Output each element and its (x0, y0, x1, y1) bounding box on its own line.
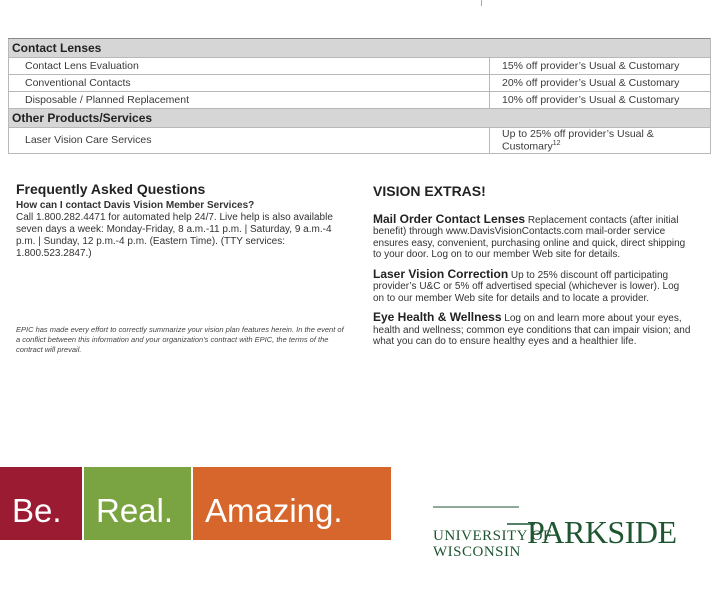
university-logo-panel (393, 467, 720, 560)
table-row (9, 75, 711, 92)
benefits-table (8, 38, 711, 154)
table-row (9, 92, 711, 109)
logo-parkside: PARKSIDE (527, 514, 677, 550)
benefit-label: Conventional Contacts (9, 75, 490, 92)
top-divider (10, 0, 710, 6)
section-title-other-products: Other Products/Services (9, 109, 711, 128)
university-logo (407, 474, 707, 560)
banner-amazing: Amazing. (193, 467, 391, 540)
footer-banner (0, 467, 720, 560)
extras-item-title: Eye Health & Wellness (373, 310, 502, 324)
faq-question: How can I contact Davis Vision Member Services? (16, 200, 255, 211)
footnote-marker: 12 (552, 140, 561, 147)
benefit-value-text: Up to 25% off provider’s Usual & Customary (502, 128, 654, 153)
benefit-value: 15% off provider’s Usual & Customary (490, 58, 711, 75)
benefit-value (490, 128, 711, 154)
section-title-contact-lenses: Contact Lenses (9, 39, 711, 58)
faq-section (16, 183, 346, 260)
benefit-value: 20% off provider’s Usual & Customary (490, 75, 711, 92)
top-divider-tick (481, 0, 482, 6)
faq-answer: Call 1.800.282.4471 for automated help 24/7. Live help is also available seven days a week: Monday-Friday, 8 a.m.-11 p.m. | Saturday, 9 a.m.-4 p.m. | Sunday, 12 p.m.-4 p.m. (Eastern Time). (TTY services: 1.800.523.2847.) (16, 212, 333, 259)
extras-item-text: Up to 25% discount off participating provider’s U&C or 5% off advertised special (whichever is lower). Log on to our member Web site for details and to locate a provider. (373, 269, 680, 304)
banner-real: Real. (84, 467, 191, 540)
vision-extras-section (373, 183, 693, 356)
benefit-label: Disposable / Planned Replacement (9, 92, 490, 109)
extras-item-text: Log on and learn more about your eyes, health and wellness; common eye conditions that can impair vision; and what you can do to ensure healthy eyes and a healthier life. (373, 313, 691, 347)
extras-heading: VISION EXTRAS! (373, 183, 486, 199)
disclaimer-text: EPIC has made every effort to correctly summarize your vision plan features herein. In the event of a conflict between this information and your organization's contract with EPIC, the terms of the contract will prevail. (16, 325, 344, 354)
section-header-row (9, 109, 711, 128)
extras-item-title: Laser Vision Correction (373, 266, 509, 281)
extras-item-text: Replacement contacts (after initial benefit) through www.DavisVisionContacts.com mail-order service ensures easy, convenient, purchasing online and quick, direct shipping to your door. Log on to our member Web site for details. (373, 214, 686, 260)
benefit-label: Contact Lens Evaluation (9, 58, 490, 75)
logo-line-wisconsin: WISCONSIN (433, 544, 521, 560)
logo-line-university: UNIVERSITY OF (433, 528, 552, 544)
section-header-row (9, 39, 711, 58)
extras-item (373, 211, 693, 261)
benefit-value: 10% off provider’s Usual & Customary (490, 92, 711, 109)
benefit-label: Laser Vision Care Services (9, 128, 490, 154)
extras-item (373, 266, 693, 305)
extras-item-title: Mail Order Contact Lenses (373, 211, 526, 226)
table-row (9, 58, 711, 75)
extras-item (373, 312, 693, 348)
table-row (9, 128, 711, 154)
faq-heading: Frequently Asked Questions (16, 181, 206, 197)
banner-be: Be. (0, 467, 82, 540)
